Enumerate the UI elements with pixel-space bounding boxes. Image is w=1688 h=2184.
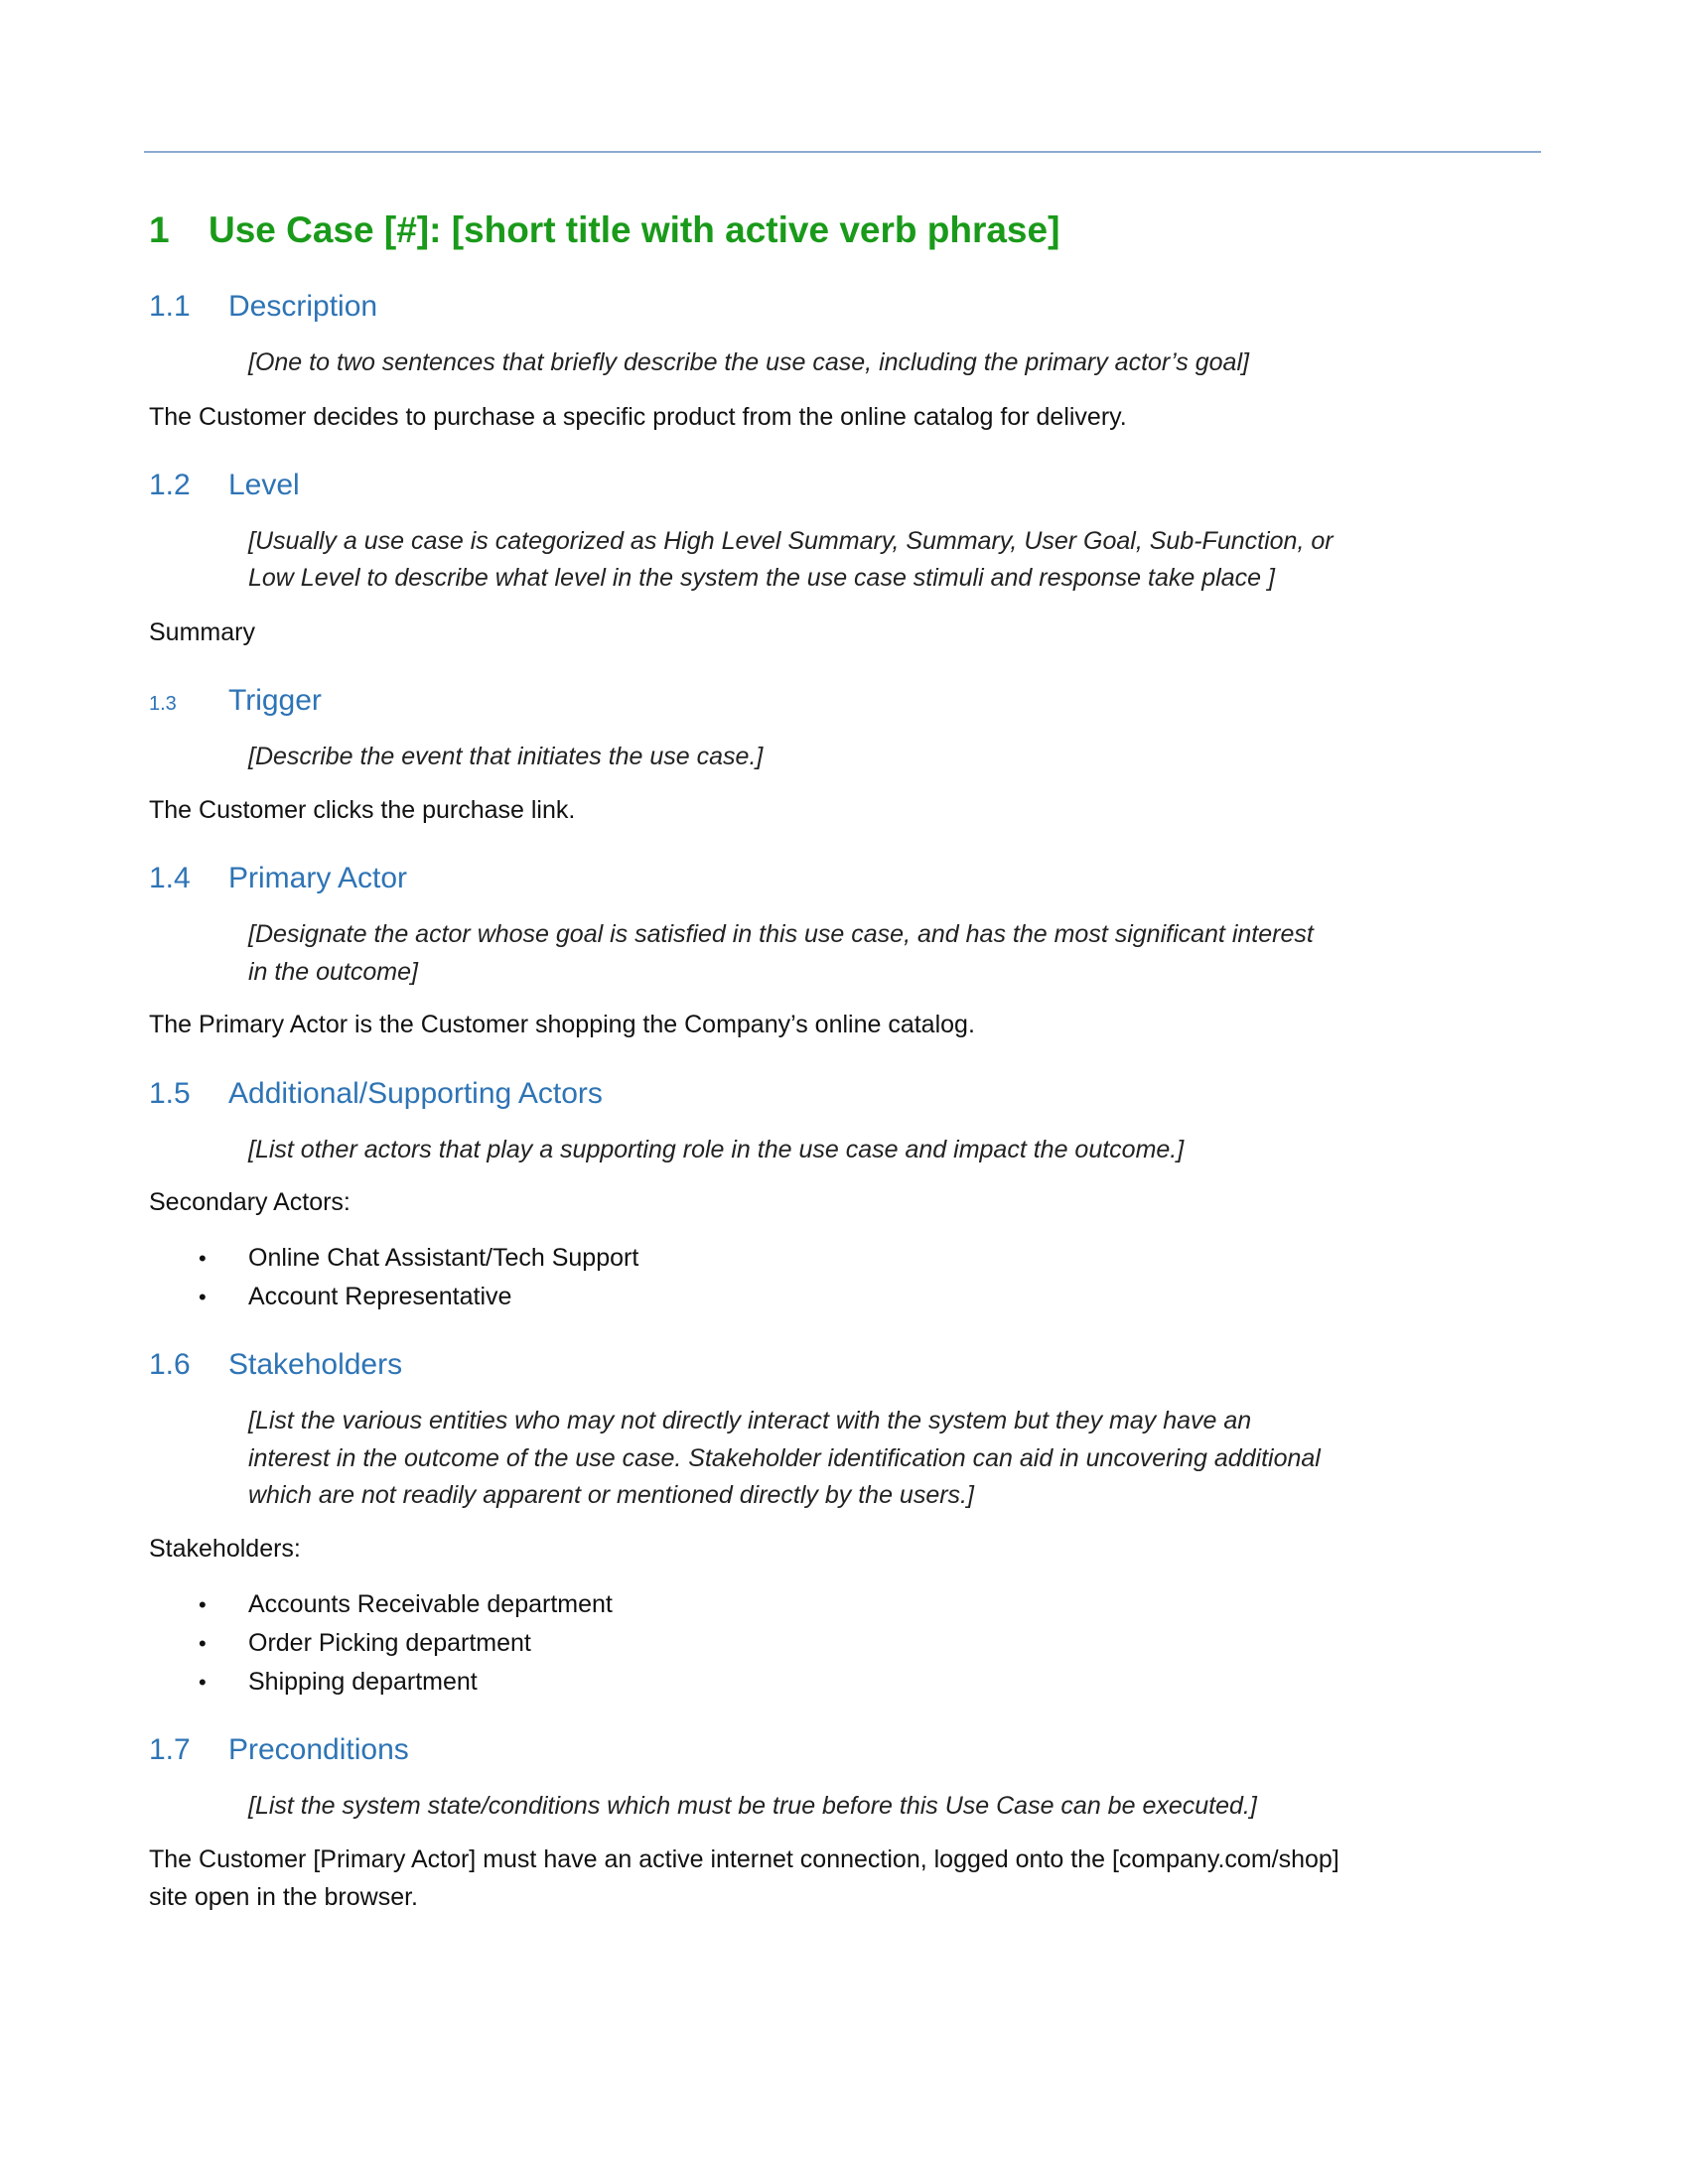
- title-text: Use Case [#]: [short title with active verb phrase]: [209, 209, 1060, 250]
- section-number: 1.1: [149, 290, 191, 323]
- title-number: 1: [149, 209, 170, 250]
- hint-text: [Usually a use case is categorized as High Level Summary, Summary, User Goal, Sub-Function, or: [248, 527, 1334, 555]
- hint-text: [List the various entities who may not directly interact with the system but they may have an: [248, 1407, 1252, 1434]
- hint-text: [List the system state/conditions which must be true before this Use Case can be executed.]: [248, 1792, 1257, 1820]
- bullet-icon: •: [199, 1285, 207, 1309]
- list-item: [199, 1624, 531, 1663]
- body-text: The Customer [Primary Actor] must have an active internet connection, logged onto the [company.com/shop]: [149, 1845, 1339, 1873]
- list-item-text: Order Picking department: [248, 1629, 531, 1657]
- section-number: 1.4: [149, 862, 191, 894]
- body-text: The Customer clicks the purchase link.: [149, 796, 576, 824]
- section-number: 1.7: [149, 1733, 191, 1766]
- list-item-text: Online Chat Assistant/Tech Support: [248, 1244, 639, 1272]
- section-title: Additional/Supporting Actors: [228, 1077, 603, 1110]
- section-number: 1.2: [149, 469, 191, 501]
- heading-trigger: [149, 679, 322, 726]
- heading-supporting-actors: [149, 1072, 603, 1116]
- hint-text: [Designate the actor whose goal is satisfied in this use case, and has the most significant interest: [248, 920, 1314, 948]
- list-item-text: Shipping department: [248, 1668, 478, 1696]
- hint-text: [List other actors that play a supporting role in the use case and impact the outcome.]: [248, 1136, 1185, 1163]
- bullet-icon: •: [199, 1670, 207, 1695]
- body-text: Summary: [149, 618, 255, 646]
- body-text: site open in the browser.: [149, 1883, 418, 1911]
- list-item-text: Accounts Receivable department: [248, 1590, 613, 1618]
- hint-text: in the outcome]: [248, 958, 418, 986]
- section-title: Description: [228, 290, 378, 323]
- heading-stakeholders: [149, 1343, 402, 1387]
- list-item: [199, 1663, 478, 1702]
- page-title: [149, 205, 1059, 255]
- section-title: Trigger: [228, 684, 322, 717]
- body-text: Stakeholders:: [149, 1535, 301, 1563]
- body-text: The Customer decides to purchase a specific product from the online catalog for delivery.: [149, 403, 1127, 431]
- heading-preconditions: [149, 1728, 409, 1772]
- hint-text: Low Level to describe what level in the system the use case stimuli and response take place ]: [248, 564, 1275, 592]
- heading-primary-actor: [149, 857, 407, 900]
- heading-description: [149, 285, 377, 329]
- section-title: Stakeholders: [228, 1348, 403, 1381]
- list-item: [199, 1239, 638, 1278]
- hint-text: [One to two sentences that briefly describe the use case, including the primary actor’s goal]: [248, 348, 1249, 376]
- header-rule: [144, 151, 1541, 153]
- bullet-icon: •: [199, 1592, 207, 1617]
- section-title: Primary Actor: [228, 862, 408, 894]
- body-text: The Primary Actor is the Customer shopping the Company’s online catalog.: [149, 1011, 975, 1038]
- hint-text: [Describe the event that initiates the use case.]: [248, 743, 764, 770]
- section-title: Level: [228, 469, 300, 501]
- section-title: Preconditions: [228, 1733, 409, 1766]
- list-item-text: Account Representative: [248, 1283, 512, 1310]
- hint-text: interest in the outcome of the use case. Stakeholder identification can aid in uncovering additional: [248, 1444, 1321, 1472]
- bullet-icon: •: [199, 1246, 207, 1271]
- heading-level: [149, 464, 300, 507]
- section-number: 1.6: [149, 1348, 191, 1381]
- body-text: Secondary Actors:: [149, 1188, 351, 1216]
- list-item: [199, 1585, 613, 1624]
- section-number: 1.5: [149, 1077, 191, 1110]
- hint-text: which are not readily apparent or mentioned directly by the users.]: [248, 1481, 974, 1509]
- list-item: [199, 1278, 511, 1316]
- section-number: 1.3: [149, 693, 177, 715]
- bullet-icon: •: [199, 1631, 207, 1656]
